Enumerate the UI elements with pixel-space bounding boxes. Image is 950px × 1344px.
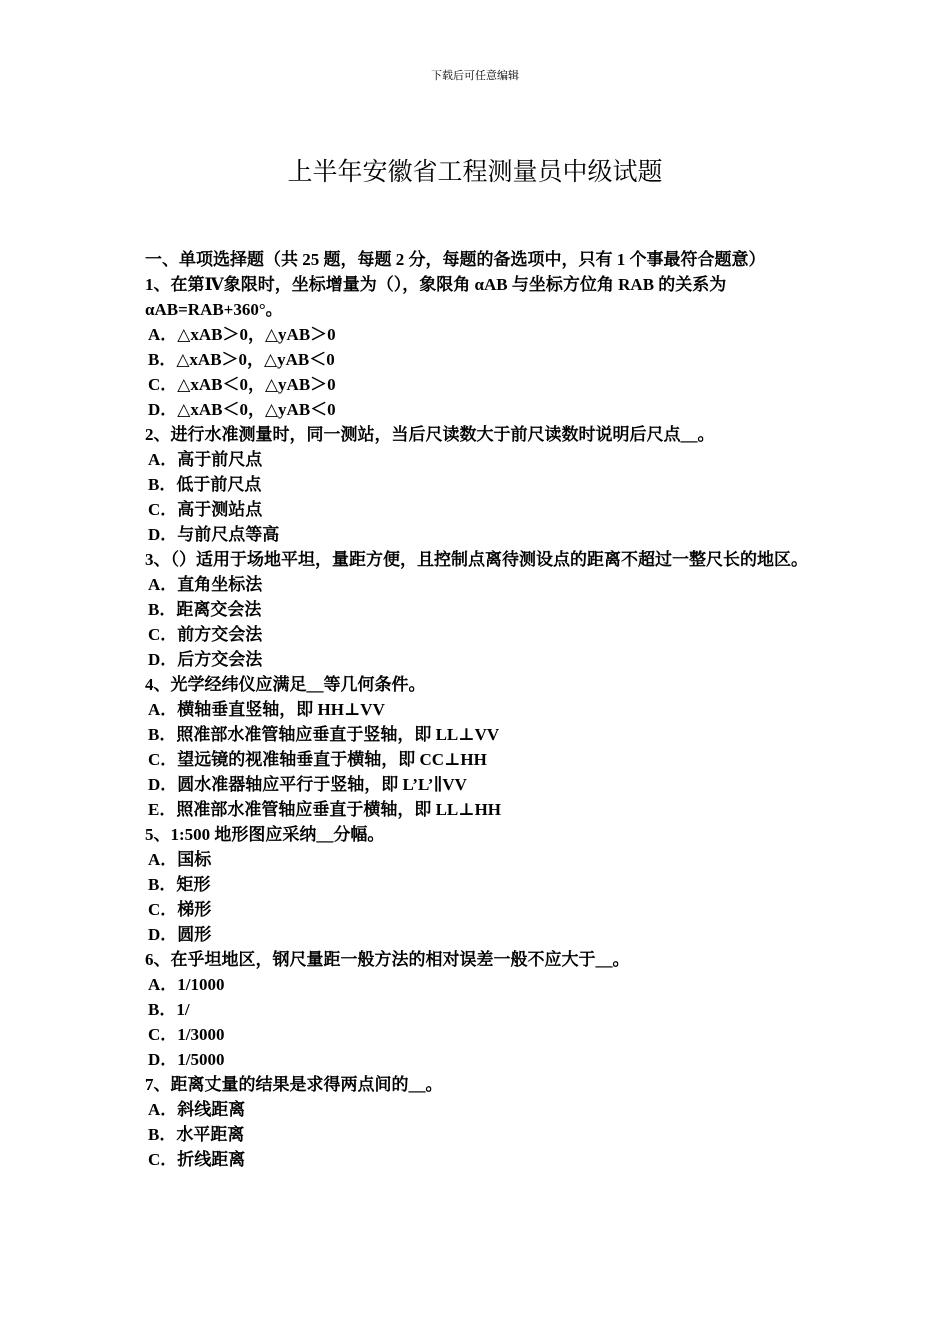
answer-option: A．斜线距离 [148,1100,246,1119]
question-text: 3、（）适用于场地平坦，量距方便，且控制点离待测设点的距离不超过一整尺长的地区。 [145,550,808,569]
option-list [145,1097,809,1172]
question-text: 7、距离丈量的结果是求得两点间的__。 [145,1075,443,1094]
answer-option: C．△xAB＜0，△yAB＞0 [148,375,336,394]
answer-option: B．1/ [148,1000,190,1019]
answer-option: A．高于前尺点 [148,450,263,469]
question-text: 1、在第Ⅳ象限时，坐标增量为（），象限角 αAB 与坐标方位角 RAB 的关系为 αAB=RAB+360°。 [145,275,727,319]
answer-option: D．△xAB＜0，△yAB＜0 [148,400,336,419]
answer-option: B．距离交会法 [148,600,262,619]
answer-option: C．1/3000 [148,1025,225,1044]
answer-option: A．△xAB＞0，△yAB＞0 [148,325,336,344]
question-6 [145,947,809,1072]
answer-option: D．后方交会法 [148,650,263,669]
document-body [145,247,809,1172]
section-heading: 一、单项选择题（共 25 题，每题 2 分，每题的备选项中，只有 1 个事最符合题意） [145,250,766,269]
answer-option: B．照准部水准管轴应垂直于竖轴，即 LL⊥VV [148,725,500,744]
option-list [145,322,809,422]
header-note: 下载后可任意编辑 [431,69,519,82]
question-list [145,272,809,1172]
option-list [145,697,809,822]
answer-option: D．圆水准器轴应平行于竖轴，即 L’L’∥VV [148,775,467,794]
answer-option: C．前方交会法 [148,625,263,644]
document-title: 上半年安徽省工程测量员中级试题 [287,159,663,186]
answer-option: B．水平距离 [148,1125,245,1144]
question-text: 6、在乎坦地区，钢尺量距一般方法的相对误差一般不应大于__。 [145,950,630,969]
question-7 [145,1072,809,1172]
option-list [145,847,809,947]
question-text: 2、进行水准测量时，同一测站，当后尺读数大于前尺读数时说明后尺点__。 [145,425,715,444]
answer-option: A．直角坐标法 [148,575,263,594]
answer-option: A．横轴垂直竖轴，即 HH⊥VV [148,700,385,719]
question-text: 4、光学经纬仪应满足__等几何条件。 [145,675,426,694]
answer-option: C．高于测站点 [148,500,263,519]
answer-option: D．与前尺点等高 [148,525,280,544]
answer-option: C．望远镜的视准轴垂直于横轴，即 CC⊥HH [148,750,487,769]
answer-option: A．国标 [148,850,212,869]
question-5 [145,822,809,947]
answer-option: D．圆形 [148,925,212,944]
answer-option: A．1/1000 [148,975,225,994]
answer-option: B．矩形 [148,875,211,894]
answer-option: E．照准部水准管轴应垂直于横轴，即 LL⊥HH [148,800,502,819]
answer-option: C．折线距离 [148,1150,246,1169]
question-3 [145,547,809,672]
answer-option: C．梯形 [148,900,212,919]
question-text: 5、1:500 地形图应采纳__分幅。 [145,825,385,844]
option-list [145,447,809,547]
question-2 [145,422,809,547]
question-4 [145,672,809,822]
answer-option: D．1/5000 [148,1050,225,1069]
answer-option: B．△xAB＞0，△yAB＜0 [148,350,335,369]
answer-option: B．低于前尺点 [148,475,262,494]
option-list [145,972,809,1072]
option-list [145,572,809,672]
question-1 [145,272,809,422]
